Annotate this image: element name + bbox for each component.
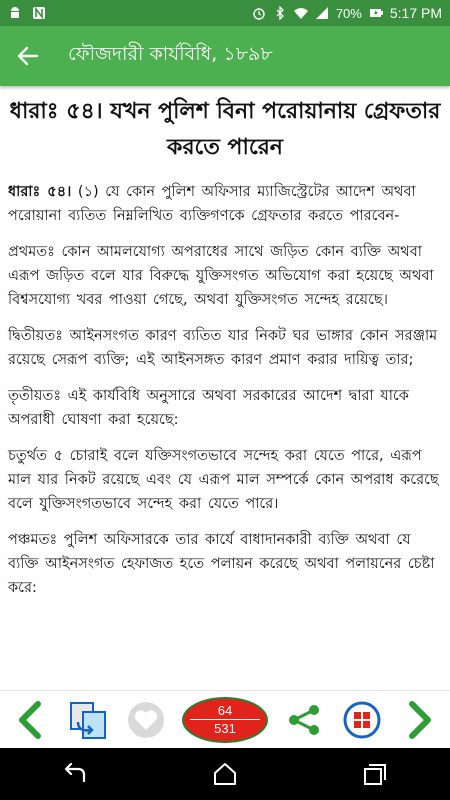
home-icon xyxy=(212,762,238,786)
section-heading: ধারাঃ ৫৪। যখন পুলিশ বিনা পরোয়ানায় গ্রেফতার করতে পারেন xyxy=(9,99,441,160)
paragraph-fourth: চতুর্থত ৫ চোরাই বলে যক্তিসংগতভাবে সন্দেহ করা যেতে পারে, এরূপ মাল যার নিকট রয়েছে এবং যে এরূপ মাল সম্পর্কে কোন অপরাধ করেছে বলে যুক্তিসংগতভাবে সন্দেহ করা যেতে পারে। xyxy=(8,448,439,512)
previous-section-button[interactable] xyxy=(6,697,52,743)
nav-home-button[interactable] xyxy=(195,748,255,800)
favorite-button[interactable] xyxy=(123,697,169,743)
system-nav-bar xyxy=(0,748,450,800)
counter-current: 64 xyxy=(217,703,233,718)
intro-paragraph xyxy=(8,180,442,228)
alarm-icon xyxy=(252,6,266,20)
chevron-right-icon xyxy=(406,700,436,740)
nav-recents-button[interactable] xyxy=(345,748,405,800)
paragraph-third: তৃতীয়তঃ এই কার্যবিধি অনুসারে অথবা সরকারের আদেশ দ্বারা যাকে অপরাধী ঘোষণা করা হয়েছে: xyxy=(8,388,409,428)
back-button[interactable] xyxy=(0,26,56,86)
next-section-button[interactable] xyxy=(398,697,444,743)
wifi-icon xyxy=(294,6,308,20)
chevron-left-icon xyxy=(14,700,44,740)
bluetooth-icon xyxy=(273,6,287,20)
index-button[interactable] xyxy=(339,697,385,743)
arrow-left-icon xyxy=(17,45,39,67)
app-title: ফৌজদারী কার্যবিধি, ১৮৯৮ xyxy=(68,43,273,65)
battery-charging-icon xyxy=(369,6,383,20)
heart-icon xyxy=(126,700,166,740)
back-icon xyxy=(62,763,88,785)
android-icon xyxy=(8,6,22,20)
n-icon xyxy=(32,6,46,20)
share-icon xyxy=(287,703,321,737)
article-content[interactable] xyxy=(0,86,450,690)
section-counter[interactable] xyxy=(182,697,268,743)
share-button[interactable] xyxy=(281,697,327,743)
signal-icon xyxy=(315,6,329,20)
status-bar xyxy=(0,0,450,26)
battery-percent: 70% xyxy=(335,5,362,21)
recents-icon xyxy=(362,762,388,786)
app-bar xyxy=(0,26,450,86)
status-time: 5:17 PM xyxy=(389,5,442,21)
paragraph-fifth: পঞ্চমতঃ পুলিশ অফিসারকে তার কার্যে বাধাদানকারী ব্যক্তি অথবা যে ব্যক্তি আইনসংগত হেফাজত হতে পলায়ন করেছে অথবা পলায়নের চেষ্টা করে: xyxy=(8,532,435,596)
paragraph-first: প্রথমতঃ কোন আমলযোগ্য অপরাধের সাথে জড়িত কোন ব্যক্তি অথবা এরূপ জড়িত বলে যার বিরুদ্ধে যুক্তিসংগত অভিযোগ করা হয়েছে অথবা বিশ্বসযোগ্য খবর পাওয়া গেছে, অথবা যুক্তিসংগত সন্দেহ রয়েছে। xyxy=(8,244,434,308)
section-label: ধারাঃ ৫৪। xyxy=(8,184,72,200)
counter-divider xyxy=(190,719,260,720)
intro-text: (১) যে কোন পুলিশ অফিসার ম্যাজিস্ট্রেটের আদেশ অথবা পরোয়ানা ব্যতিত নিম্নলিখিত ব্যক্তিগণকে গ্রেফতার করতে পারবেন- xyxy=(8,184,416,224)
grid-menu-icon xyxy=(343,701,381,739)
nav-back-button[interactable] xyxy=(45,748,105,800)
switch-view-button[interactable] xyxy=(65,697,111,743)
counter-total: 531 xyxy=(214,721,236,736)
bottom-toolbar xyxy=(0,690,450,748)
swap-pages-icon xyxy=(68,700,108,740)
paragraph-second: দ্বিতীয়তঃ আইনসংগত কারণ ব্যতিত যার নিকট ঘর ভাঙ্গার কোন সরঞ্জাম রয়েছে সেরূপ ব্যক্তি; এই আইনসঙ্গত কারণ প্রমাণ করার দায়িত্ব তার; xyxy=(8,328,438,368)
